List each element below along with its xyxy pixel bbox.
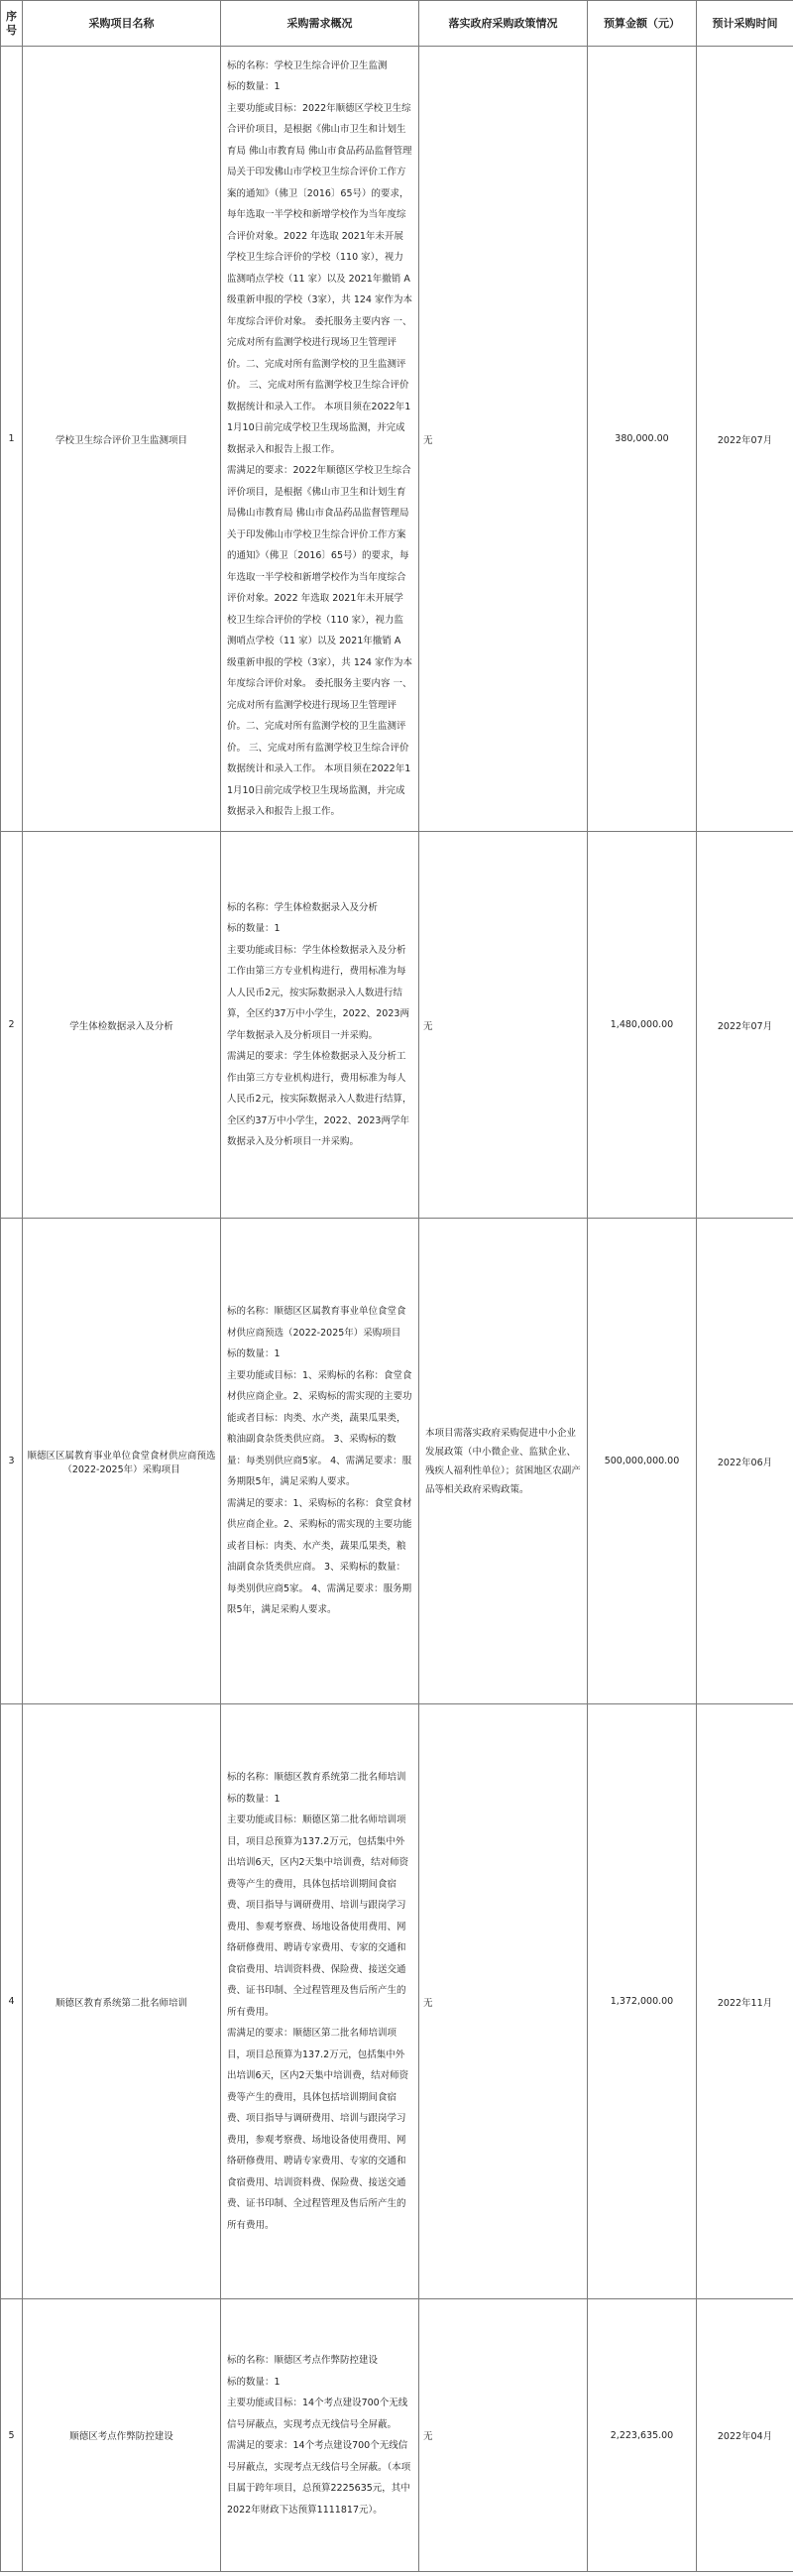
row-desc: 标的名称：顺德区教育系统第二批名师培训 标的数量：1 主要功能或目标：顺德区第二批名师培训项目，项目总预算为137.2万元，包括集中外出培训6天，区内2天集中培训费，结对师资费等产生的费用，具体包括培训期间食宿费、项目指导与调研费用、培训与跟岗学习费用、参观考察费、场地设备使用费用、网络研修费用、聘请专家费用、专家的交通和食宿费用、培训资料费、保险费、接送交通费、证书印制、全过程管理及售后所产生的所有费用。 需满足的要求：顺德区第二批名师培训项目，项目总预算为137.2万元，包括集中外出培训6天，区内2天集中培训费，结对师资费等产生的费用，具体包括培训期间食宿费、项目指导与调研费用、培训与跟岗学习费用，参观考察费、场地设备使用费用、网络研修费用、聘请专家费用、专家的交通和食宿费用、培训资料费、保险费、接送交通费、证书印制、全过程管理及售后所产生的所有费用。 (221, 1704, 419, 2299)
row-name: 学生体检数据录入及分析 (23, 832, 221, 1219)
header-budget: 预算金额（元） (588, 1, 697, 47)
row-no: 5 (1, 2299, 23, 2572)
row-policy: 无 (419, 1704, 588, 2299)
row-no: 2 (1, 832, 23, 1219)
row-policy: 无 (419, 832, 588, 1219)
row-policy: 无 (419, 2299, 588, 2572)
row-name: 学校卫生综合评价卫生监测项目 (23, 47, 221, 832)
row-budget: 1,372,000.00 (588, 1704, 697, 2299)
row-time: 2022年04月 (697, 2299, 793, 2572)
table-row (1, 47, 793, 832)
row-desc: 标的名称：学校卫生综合评价卫生监测 标的数量：1 主要功能或目标：2022年顺德区学校卫生综合评价项目，是根据《佛山市卫生和计划生育局 佛山市教育局 佛山市食品药品监督管理局关于印发佛山市学校卫生综合评价工作方案的通知》（佛卫〔2016〕65号）的要求，每年选取一半学校和新增学校作为当年度综合评价对象。2022 年选取 2021年未开展学校卫生综合评价的学校（110 家），视力监测哨点学校（11 家）以及 2021年撤销 A 级重新申报的学校（3家），共 124 家作为本年度综合评价对象。 委托服务主要内容 一、完成对所有监测学校进行现场卫生管理评价。二、完成对所有监测学校的卫生监测评价。 三、完成对所有监测学校卫生综合评价数据统计和录入工作。 本项目须在2022年11月10日前完成学校卫生现场监测，并完成数据录入和报告上报工作。 需满足的要求：2022年顺德区学校卫生综合评价项目，是根据《佛山市卫生和计划生育局佛山市教育局 佛山市食品药品监督管理局关于印发佛山市学校卫生综合评价工作方案的通知》（佛卫〔2016〕65号）的要求，每年选取一半学校和新增学校作为当年度综合评价对象。2022 年选取 2021年未开展学校卫生综合评价的学校（110 家），视力监测哨点学校（11 家）以及 2021年撤销 A 级重新申报的学校（3家），共 124 家作为本年度综合评价对象。 委托服务主要内容 一、完成对所有监测学校进行现场卫生管理评价。二、完成对所有监测学校的卫生监测评价。 三、完成对所有监测学校卫生综合评价数据统计和录入工作。 本项目须在2022年11月10日前完成学校卫生现场监测，并完成数据录入和报告上报工作。 (221, 47, 419, 832)
header-no: 序号 (1, 1, 23, 47)
header-policy: 落实政府采购政策情况 (419, 1, 588, 47)
row-no: 1 (1, 47, 23, 832)
row-time: 2022年07月 (697, 47, 793, 832)
row-budget: 500,000,000.00 (588, 1219, 697, 1704)
row-no: 3 (1, 1219, 23, 1704)
header-name: 采购项目名称 (23, 1, 221, 47)
row-desc: 标的名称：顺德区考点作弊防控建设 标的数量：1 主要功能或目标：14个考点建设700个无线信号屏蔽点，实现考点无线信号全屏蔽。 需满足的要求：14个考点建设700个无线信号屏蔽点，实现考点无线信号全屏蔽。（本项目属于跨年项目，总预算2225635元，其中2022年财政下达预算1111817元）。 (221, 2299, 419, 2572)
row-time: 2022年07月 (697, 832, 793, 1219)
row-desc: 标的名称：顺德区区属教育事业单位食堂食材供应商预选（2022-2025年）采购项目 标的数量：1 主要功能或目标：1、采购标的名称：食堂食材供应商企业。2、采购标的需实现的主要功能或者目标：肉类、水产类，蔬果瓜果类，粮油副食杂货类供应商。 3、采购标的数量：每类别供应商5家。 4、需满足要求：服务期限5年，满足采购人要求。 需满足的要求：1、采购标的名称：食堂食材供应商企业。2、采购标的需实现的主要功能或者目标：肉类、水产类，蔬果瓜果类，粮油副食杂货类供应商。 3、采购标的数量：每类别供应商5家。 4、需满足要求：服务期限5年，满足采购人要求。 (221, 1219, 419, 1704)
header-time: 预计采购时间 (697, 1, 793, 47)
row-time: 2022年06月 (697, 1219, 793, 1704)
table-row (1, 2299, 793, 2572)
row-name: 顺德区区属教育事业单位食堂食材供应商预选（2022-2025年）采购项目 (23, 1219, 221, 1704)
row-budget: 1,480,000.00 (588, 832, 697, 1219)
row-budget: 2,223,635.00 (588, 2299, 697, 2572)
row-name: 顺德区教育系统第二批名师培训 (23, 1704, 221, 2299)
table-row (1, 1219, 793, 1704)
row-policy: 无 (419, 47, 588, 832)
row-policy: 本项目需落实政府采购促进中小企业发展政策（中小微企业、监狱企业、残疾人福利性单位）；贫困地区农副产品等相关政府采购政策。 (419, 1219, 588, 1704)
row-desc: 标的名称：学生体检数据录入及分析 标的数量：1 主要功能或目标：学生体检数据录入及分析工作由第三方专业机构进行，费用标准为每人人民币2元，按实际数据录入人数进行结算，全区约37万中小学生，2022、2023两学年数据录入及分析项目一并采购。 需满足的要求：学生体检数据录入及分析工作由第三方专业机构进行，费用标准为每人人民币2元，按实际数据录入人数进行结算，全区约37万中小学生，2022、2023两学年数据录入及分析项目一并采购。 (221, 832, 419, 1219)
table-header-row (1, 1, 793, 47)
table-row (1, 832, 793, 1219)
row-budget: 380,000.00 (588, 47, 697, 832)
row-name: 顺德区考点作弊防控建设 (23, 2299, 221, 2572)
row-no: 4 (1, 1704, 23, 2299)
row-time: 2022年11月 (697, 1704, 793, 2299)
header-desc: 采购需求概况 (221, 1, 419, 47)
table-row (1, 1704, 793, 2299)
